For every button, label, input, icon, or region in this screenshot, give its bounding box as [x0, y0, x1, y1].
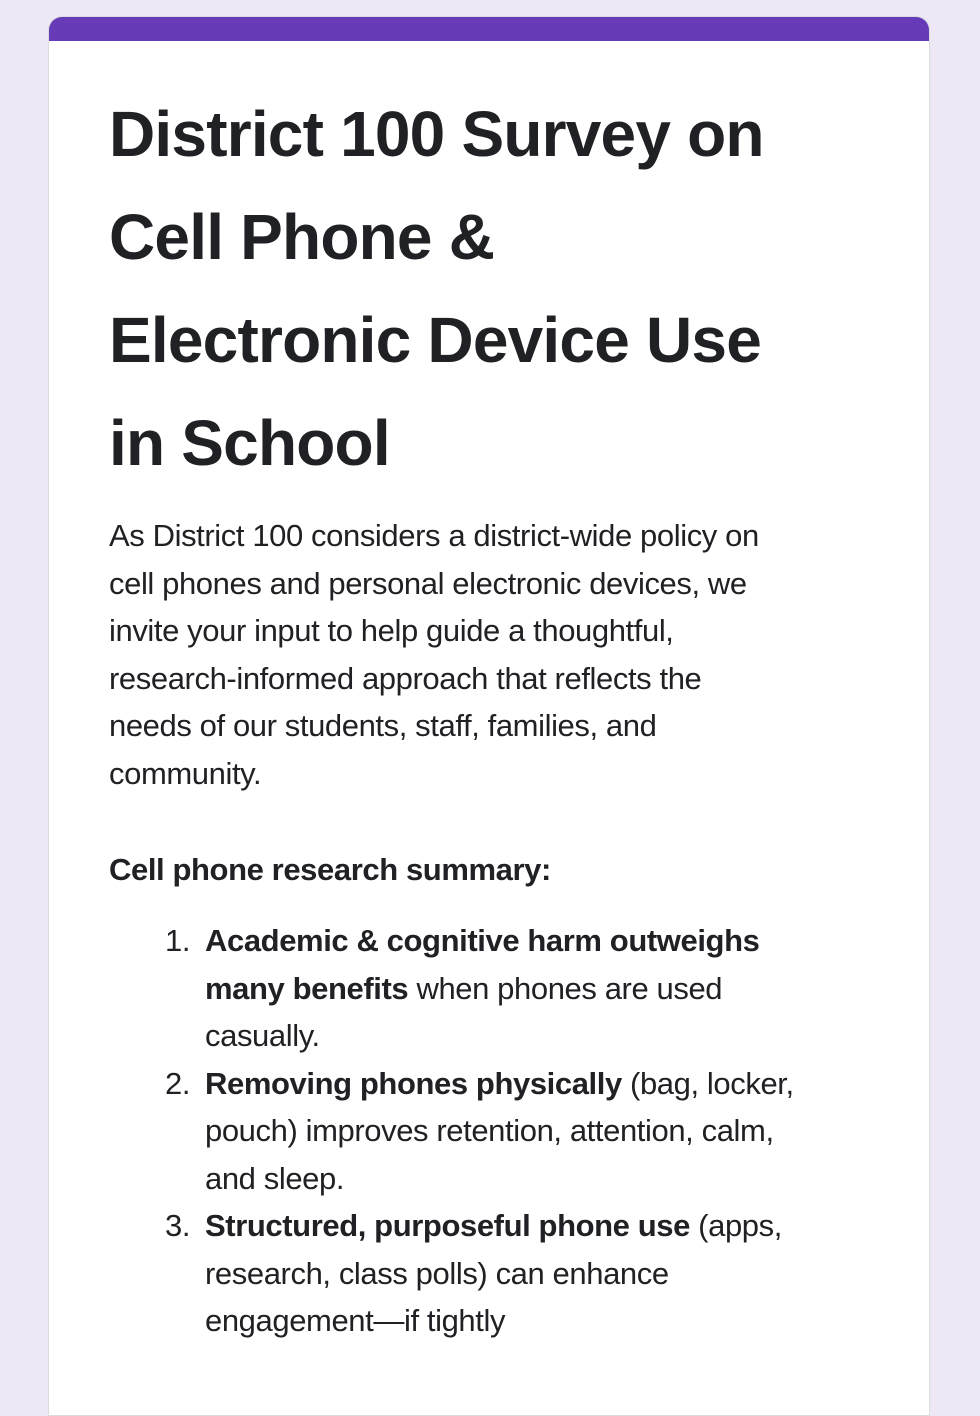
- title-line: Electronic Device Use: [109, 304, 761, 376]
- research-summary-list: [165, 917, 794, 1345]
- plain-text: pouch) improves retention, attention, calm,: [205, 1113, 774, 1148]
- plain-text: and sleep.: [205, 1160, 345, 1196]
- list-item: [165, 917, 794, 1060]
- plain-text: engagement—if tightly: [205, 1303, 506, 1338]
- list-item: [165, 1202, 794, 1345]
- list-number: 3.: [165, 1208, 191, 1243]
- list-item-line: [205, 1060, 794, 1108]
- list-item: [165, 1060, 794, 1203]
- list-item-line: [205, 1155, 794, 1203]
- plain-text: casually.: [205, 1018, 320, 1053]
- form-header-card: [48, 16, 930, 1416]
- title-line: in School: [109, 407, 390, 479]
- list-item-line: [205, 1297, 794, 1345]
- accent-bar: [49, 17, 929, 41]
- plain-text: research, class polls) can enhance: [205, 1255, 669, 1291]
- list-number: 1.: [165, 923, 191, 958]
- form-description: [109, 512, 759, 797]
- plain-text: when phones are used: [408, 970, 723, 1006]
- description-line: research-informed approach that reflects the: [109, 660, 702, 696]
- bold-text: Academic & cognitive harm outweighs: [205, 923, 760, 958]
- plain-text: (apps,: [689, 1208, 782, 1243]
- list-item-line: [205, 1250, 794, 1298]
- title-line: District 100 Survey on: [109, 98, 764, 170]
- list-item-line: [205, 965, 794, 1013]
- description-line: cell phones and personal electronic devices, we: [109, 565, 747, 601]
- summary-heading: Cell phone research summary:: [109, 852, 551, 887]
- description-line: needs of our students, staff, families, and: [109, 708, 657, 743]
- description-line: community.: [109, 755, 262, 791]
- list-item-line: [205, 1202, 794, 1250]
- bold-text: Structured, purposeful phone use: [205, 1208, 690, 1243]
- list-item-line: [205, 1012, 794, 1060]
- title-line: Cell Phone &: [109, 201, 495, 273]
- plain-text: (bag, locker,: [621, 1065, 794, 1101]
- description-line: invite your input to help guide a thoughtful,: [109, 613, 674, 648]
- form-title: [109, 83, 764, 495]
- list-number: 2.: [165, 1065, 191, 1101]
- bold-text: Removing phones physically: [205, 1065, 622, 1101]
- bold-text: many benefits: [205, 970, 409, 1006]
- description-line: As District 100 considers a district-wide policy on: [109, 518, 759, 553]
- list-item-line: [205, 1107, 794, 1155]
- list-item-line: [205, 917, 794, 965]
